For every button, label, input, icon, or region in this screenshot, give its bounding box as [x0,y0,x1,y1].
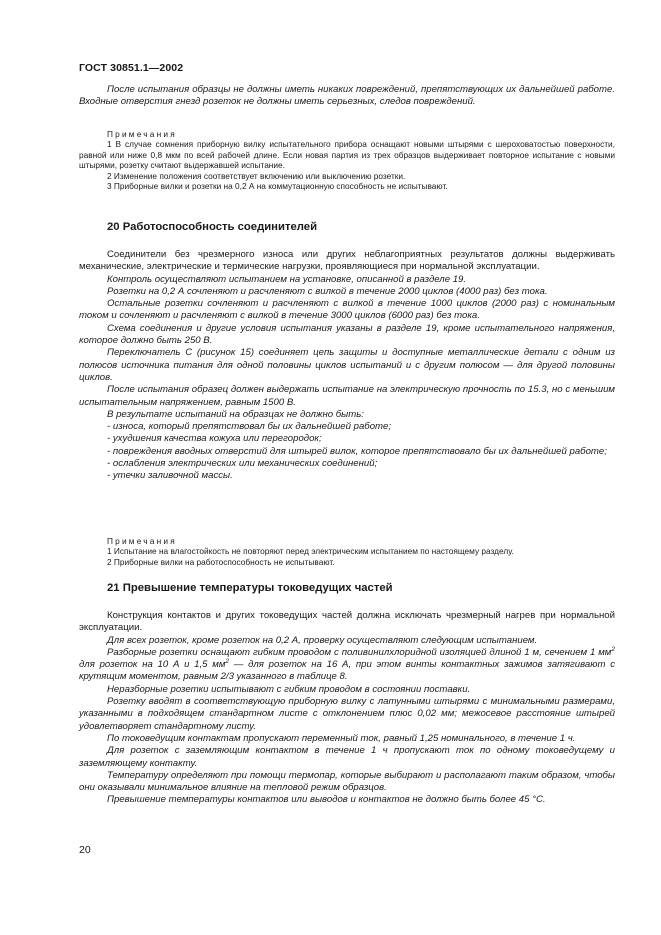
paragraph: Превышение температуры контактов или выводов и контактов не должно быть более 45 °С. [107,794,546,806]
note-item: 2 Изменение положения соответствует включению или выключению розетки. [107,170,406,181]
document-header: ГОСТ 30851.1—2002 [79,62,184,74]
paragraph: Переключатель С (рисунок 15) соединяет цепь защиты и доступные металлические детали с одним из полюсов источника питания для одной половины циклов испытаний и с другим полюсом — для другой половины циклов. [79,347,615,383]
paragraph: Розетки на 0,2 А сочленяют и расчленяют с вилкой в течение 2000 циклов (4000 раз) без тока. [107,285,548,297]
note-item: 2 Приборные вилки на работоспособность не испытывают. [107,556,335,567]
note-item: 1 Испытание на влагостойкость не повторяют перед электрическим испытанием по настоящему разделу. [107,546,514,556]
section-heading: 21 Превышение температуры токоведущих частей [107,582,393,594]
paragraph: Розетку вводят в соответствующую приборную вилку с латунными штырями с минимальными размерами, указанными в подходящем стандартном листе с отклонением плюс 0,02 мм; межосевое расстояние штырей удовлетворяет стандартному листу. [79,696,615,732]
section-20-body [79,249,615,483]
notes-block-2 [79,536,615,567]
notes-title: Примечания [107,536,177,546]
paragraph: Контроль осуществляют испытанием на установке, описанной в разделе 19. [107,273,467,285]
paragraph [79,647,615,684]
list-item: - ослабления электрических или механических соединений; [107,458,378,470]
paragraph: Остальные розетки сочленяют и расчленяют с вилкой в течение 1000 циклов (2000 раз) с номинальным током и сочленяют и расчленяют с вилкой в течение 3000 циклов (6000 раз) без тока. [79,298,615,322]
text-span: Разборные розетки оснащают гибким проводом с поливинилхлоридной изоляцией длиной 1 м, сечением 1 мм [107,646,612,658]
superscript: 2 [225,658,230,665]
intro-paragraph: После испытания образцы не должны иметь никаких повреждений, препятствующих их дальнейшей работе. Входные отверстия гнезд розеток не должны иметь серьезных, следов повреждений. [79,84,615,108]
paragraph: Для розеток с заземляющим контактом в течение 1 ч пропускают ток по одному токоведущему и заземляющему контакту. [79,745,615,769]
section-heading: 20 Работоспособность соединителей [107,221,318,233]
paragraph: После испытания образец должен выдержать испытание на электрическую прочность по 15.3, но с меньшим испытательным напряжением, равным 1500 В. [79,384,615,408]
paragraph: Соединители без чрезмерного износа или других неблагоприятных результатов должны выдерживать механические, электрические и термические нагрузки, проявляющиеся при нормальной эксплуатации. [79,249,615,273]
text-span: для розеток на 10 А и 1,5 мм [79,659,226,671]
page-number: 20 [79,844,91,856]
paragraph: Конструкция контактов и других токоведущих частей должна исключать чрезмерный нагрев при нормальной эксплуатации. [79,610,615,634]
intro-block [79,84,615,109]
list-item: - повреждения вводных отверстий для штырей вилок, которое препятствовало бы их дальнейшей работе; [107,445,607,457]
superscript: 2 [611,645,615,653]
paragraph: В результате испытаний на образцах не должно быть: [107,408,364,420]
list-item: - утечки заливочной массы. [107,470,233,482]
section-20-heading-block [79,221,615,233]
paragraph: Для всех розеток, кроме розеток на 0,2 А, проверку осуществляют следующим испытанием. [107,634,538,646]
list-item: - ухудшения качества кожуха или перегородок; [107,433,322,445]
paragraph: Схема соединения и другие условия испытания указаны в разделе 19, кроме испытательного напряжения, которое должно быть 250 В. [79,322,615,347]
notes-block-1 [79,129,615,192]
notes-title: Примечания [107,129,177,139]
note-item: 1 В случае сомнения приборную вилку испытательного прибора оснащают новыми штырями с шероховатостью поверхности, равной или ниже 0,8 мкм по всей рабочей длине. Если новая партия из трех образцов выдерживает повторное испытание с новыми штырями, розетку считают выдержавшей испытание. [79,139,615,171]
note-item: 3 Приборные вилки и розетки на 0,2 А на коммутационную способность не испытывают. [107,181,448,192]
list-item: - износа, который препятствовал бы их дальнейшей работе; [107,421,392,433]
paragraph: Неразборные розетки испытывают с гибким проводом в состоянии поставки. [107,683,471,695]
paragraph: Температуру определяют при помощи термопар, которые выбирают и располагают таким образом, чтобы они оказывали минимальное влияние на тепловой режим образцов. [79,769,615,794]
text-span: — для розеток на 16 А, при этом винты контактных зажимов затягивают с крутящим моментом, равным 2/3 указанного в таблице 8. [79,659,615,683]
paragraph: По токоведущим контактам пропускают переменный ток, равный 1,25 номинального, в течение 1 ч. [107,732,576,744]
section-21-heading-block [79,582,615,594]
section-21-body [79,610,615,807]
